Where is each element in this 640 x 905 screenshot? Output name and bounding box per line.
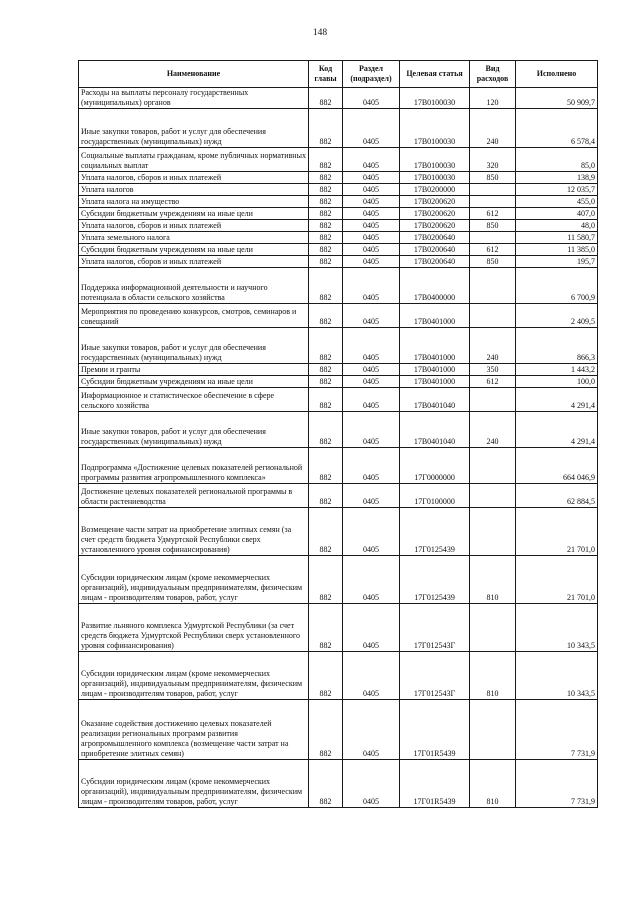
row-kind — [470, 448, 516, 484]
table-row — [79, 388, 598, 412]
row-code: 882 — [309, 652, 343, 700]
row-section: 0405 — [343, 268, 400, 304]
table-row — [79, 256, 598, 268]
row-name: Поддержка информационной деятельности и научного потенциала в области сельского хозяйства — [79, 268, 309, 304]
row-name: Субсидии юридическим лицам (кроме некоммерческих организаций), индивидуальным предпринимателям, физическим лицам - производителям товаров, работ, услуг — [79, 556, 309, 604]
row-target: 17Г01R5439 — [400, 760, 470, 808]
table-row — [79, 220, 598, 232]
table-row — [79, 328, 598, 364]
row-code: 882 — [309, 604, 343, 652]
row-section: 0405 — [343, 412, 400, 448]
row-kind: 810 — [470, 760, 516, 808]
page-number: 148 — [312, 28, 328, 38]
table-row — [79, 88, 598, 109]
row-section: 0405 — [343, 328, 400, 364]
row-target: 17Г0125439 — [400, 508, 470, 556]
row-name: Социальные выплаты гражданам, кроме публичных нормативных социальных выплат — [79, 148, 309, 172]
row-name: Субсидии бюджетным учреждениям на иные цели — [79, 376, 309, 388]
row-name: Субсидии юридическим лицам (кроме некоммерческих организаций), индивидуальным предпринимателям, физическим лицам - производителям товаров, работ, услуг — [79, 652, 309, 700]
table-row — [79, 148, 598, 172]
row-kind: 320 — [470, 148, 516, 172]
row-amount: 62 884,5 — [516, 484, 598, 508]
row-amount: 1 443,2 — [516, 364, 598, 376]
row-target: 17В0200620 — [400, 208, 470, 220]
row-target: 17В0100030 — [400, 148, 470, 172]
row-kind: 120 — [470, 88, 516, 109]
row-amount: 21 701,0 — [516, 556, 598, 604]
row-target: 17В0100030 — [400, 88, 470, 109]
row-amount: 7 731,9 — [516, 700, 598, 760]
row-code: 882 — [309, 232, 343, 244]
row-code: 882 — [309, 184, 343, 196]
row-code: 882 — [309, 244, 343, 256]
header-kind: Вид расходов — [470, 61, 516, 88]
row-amount: 407,0 — [516, 208, 598, 220]
budget-table — [78, 60, 598, 808]
table-row — [79, 268, 598, 304]
row-target: 17Г01R5439 — [400, 700, 470, 760]
row-target: 17В0200640 — [400, 256, 470, 268]
row-section: 0405 — [343, 364, 400, 376]
row-section: 0405 — [343, 484, 400, 508]
row-name: Иные закупки товаров, работ и услуг для обеспечения государственных (муниципальных) нужд — [79, 328, 309, 364]
table-row — [79, 556, 598, 604]
row-section: 0405 — [343, 760, 400, 808]
table-row — [79, 172, 598, 184]
row-code: 882 — [309, 484, 343, 508]
row-code: 882 — [309, 88, 343, 109]
table-row — [79, 448, 598, 484]
row-kind — [470, 304, 516, 328]
row-name: Субсидии юридическим лицам (кроме некоммерческих организаций), индивидуальным предпринимателям, физическим лицам - производителям товаров, работ, услуг — [79, 760, 309, 808]
row-section: 0405 — [343, 109, 400, 148]
table-row — [79, 364, 598, 376]
row-amount: 664 046,9 — [516, 448, 598, 484]
row-amount: 11 580,7 — [516, 232, 598, 244]
row-target: 17Г012543Г — [400, 604, 470, 652]
row-code: 882 — [309, 148, 343, 172]
row-amount: 138,9 — [516, 172, 598, 184]
row-kind — [470, 268, 516, 304]
row-code: 882 — [309, 109, 343, 148]
row-amount: 866,3 — [516, 328, 598, 364]
row-section: 0405 — [343, 604, 400, 652]
row-kind: 850 — [470, 172, 516, 184]
table-row — [79, 652, 598, 700]
table-row — [79, 244, 598, 256]
row-code: 882 — [309, 196, 343, 208]
row-section: 0405 — [343, 172, 400, 184]
row-amount: 195,7 — [516, 256, 598, 268]
table-header-row — [79, 61, 598, 88]
row-code: 882 — [309, 304, 343, 328]
row-name: Развитие льняного комплекса Удмуртской Республики (за счет средств бюджета Удмуртской Республики сверх установленного уровня софинансирования) — [79, 604, 309, 652]
header-section: Раздел (подраздел) — [343, 61, 400, 88]
row-target: 17В0100030 — [400, 109, 470, 148]
header-code: Код главы — [309, 61, 343, 88]
row-target: 17В0401000 — [400, 376, 470, 388]
row-kind — [470, 484, 516, 508]
row-target: 17Г0125439 — [400, 556, 470, 604]
row-target: 17В0200620 — [400, 196, 470, 208]
table-row — [79, 208, 598, 220]
row-amount: 7 731,9 — [516, 760, 598, 808]
row-target: 17В0400000 — [400, 268, 470, 304]
row-name: Мероприятия по проведению конкурсов, смотров, семинаров и совещаний — [79, 304, 309, 328]
row-amount: 4 291,4 — [516, 412, 598, 448]
row-section: 0405 — [343, 304, 400, 328]
row-kind: 240 — [470, 109, 516, 148]
row-section: 0405 — [343, 652, 400, 700]
row-code: 882 — [309, 364, 343, 376]
row-name: Уплата налога на имущество — [79, 196, 309, 208]
row-target: 17Г0100000 — [400, 484, 470, 508]
row-section: 0405 — [343, 196, 400, 208]
row-section: 0405 — [343, 376, 400, 388]
row-kind — [470, 196, 516, 208]
row-kind: 240 — [470, 412, 516, 448]
header-amount: Исполнено — [516, 61, 598, 88]
row-section: 0405 — [343, 508, 400, 556]
row-name: Субсидии бюджетным учреждениям на иные цели — [79, 244, 309, 256]
row-kind: 810 — [470, 556, 516, 604]
row-target: 17В0401000 — [400, 328, 470, 364]
table-row — [79, 412, 598, 448]
row-section: 0405 — [343, 388, 400, 412]
row-code: 882 — [309, 268, 343, 304]
row-section: 0405 — [343, 244, 400, 256]
table-body — [79, 88, 598, 808]
row-kind: 350 — [470, 364, 516, 376]
row-kind: 612 — [470, 376, 516, 388]
row-amount: 48,0 — [516, 220, 598, 232]
row-kind — [470, 232, 516, 244]
header-target: Целевая статья — [400, 61, 470, 88]
row-section: 0405 — [343, 448, 400, 484]
row-kind — [470, 604, 516, 652]
row-name: Субсидии бюджетным учреждениям на иные цели — [79, 208, 309, 220]
table-row — [79, 304, 598, 328]
row-kind: 850 — [470, 256, 516, 268]
table-row — [79, 760, 598, 808]
row-target: 17В0401040 — [400, 412, 470, 448]
row-code: 882 — [309, 412, 343, 448]
row-amount: 21 701,0 — [516, 508, 598, 556]
row-section: 0405 — [343, 256, 400, 268]
table-row — [79, 109, 598, 148]
row-code: 882 — [309, 760, 343, 808]
row-target: 17Г0000000 — [400, 448, 470, 484]
table-row — [79, 508, 598, 556]
row-target: 17В0401040 — [400, 388, 470, 412]
row-name: Иные закупки товаров, работ и услуг для обеспечения государственных (муниципальных) нужд — [79, 109, 309, 148]
row-kind — [470, 388, 516, 412]
row-section: 0405 — [343, 220, 400, 232]
row-name: Уплата налогов, сборов и иных платежей — [79, 220, 309, 232]
row-amount: 50 909,7 — [516, 88, 598, 109]
row-name: Премии и гранты — [79, 364, 309, 376]
row-kind — [470, 184, 516, 196]
row-name: Информационное и статистическое обеспечение в сфере сельского хозяйства — [79, 388, 309, 412]
row-amount: 4 291,4 — [516, 388, 598, 412]
row-code: 882 — [309, 448, 343, 484]
row-code: 882 — [309, 220, 343, 232]
table-row — [79, 196, 598, 208]
table-row — [79, 376, 598, 388]
row-target: 17Г012543Г — [400, 652, 470, 700]
row-section: 0405 — [343, 700, 400, 760]
row-kind: 850 — [470, 220, 516, 232]
row-amount: 12 035,7 — [516, 184, 598, 196]
row-name: Достижение целевых показателей региональной программы в области растениеводства — [79, 484, 309, 508]
row-amount: 455,0 — [516, 196, 598, 208]
row-kind: 240 — [470, 328, 516, 364]
table-row — [79, 184, 598, 196]
row-name: Уплата налогов, сборов и иных платежей — [79, 172, 309, 184]
row-name: Подпрограмма «Достижение целевых показателей региональной программы развития агропромышленного комплекса» — [79, 448, 309, 484]
row-target: 17В0200620 — [400, 220, 470, 232]
row-code: 882 — [309, 328, 343, 364]
row-section: 0405 — [343, 232, 400, 244]
row-amount: 100,0 — [516, 376, 598, 388]
table-row — [79, 604, 598, 652]
header-name: Наименование — [79, 61, 309, 88]
row-name: Оказание содействия достижению целевых показателей реализации региональных программ развития агропромышленного комплекса (возмещение части затрат на приобретение элитных семян) — [79, 700, 309, 760]
row-target: 17В0200640 — [400, 244, 470, 256]
row-code: 882 — [309, 388, 343, 412]
row-target: 17В0200640 — [400, 232, 470, 244]
row-amount: 85,0 — [516, 148, 598, 172]
row-code: 882 — [309, 172, 343, 184]
table-row — [79, 700, 598, 760]
row-target: 17В0200000 — [400, 184, 470, 196]
row-section: 0405 — [343, 88, 400, 109]
row-code: 882 — [309, 700, 343, 760]
row-code: 882 — [309, 556, 343, 604]
row-section: 0405 — [343, 556, 400, 604]
row-name: Уплата налогов — [79, 184, 309, 196]
row-kind: 612 — [470, 208, 516, 220]
row-name: Расходы на выплаты персоналу государственных (муниципальных) органов — [79, 88, 309, 109]
row-amount: 6 700,9 — [516, 268, 598, 304]
row-amount: 10 343,5 — [516, 604, 598, 652]
row-amount: 11 385,0 — [516, 244, 598, 256]
table-row — [79, 232, 598, 244]
row-name: Возмещение части затрат на приобретение элитных семян (за счет средств бюджета Удмуртской Республики сверх установленного уровня софинансирования) — [79, 508, 309, 556]
row-name: Уплата налогов, сборов и иных платежей — [79, 256, 309, 268]
row-section: 0405 — [343, 148, 400, 172]
row-section: 0405 — [343, 208, 400, 220]
row-code: 882 — [309, 508, 343, 556]
row-target: 17В0401000 — [400, 364, 470, 376]
row-code: 882 — [309, 376, 343, 388]
row-kind — [470, 508, 516, 556]
row-kind: 810 — [470, 652, 516, 700]
table-row — [79, 484, 598, 508]
row-code: 882 — [309, 256, 343, 268]
row-target: 17В0100030 — [400, 172, 470, 184]
row-target: 17В0401000 — [400, 304, 470, 328]
row-section: 0405 — [343, 184, 400, 196]
row-amount: 6 578,4 — [516, 109, 598, 148]
row-code: 882 — [309, 208, 343, 220]
row-amount: 2 409,5 — [516, 304, 598, 328]
row-kind: 612 — [470, 244, 516, 256]
row-kind — [470, 700, 516, 760]
row-amount: 10 343,5 — [516, 652, 598, 700]
row-name: Иные закупки товаров, работ и услуг для обеспечения государственных (муниципальных) нужд — [79, 412, 309, 448]
row-name: Уплата земельного налога — [79, 232, 309, 244]
